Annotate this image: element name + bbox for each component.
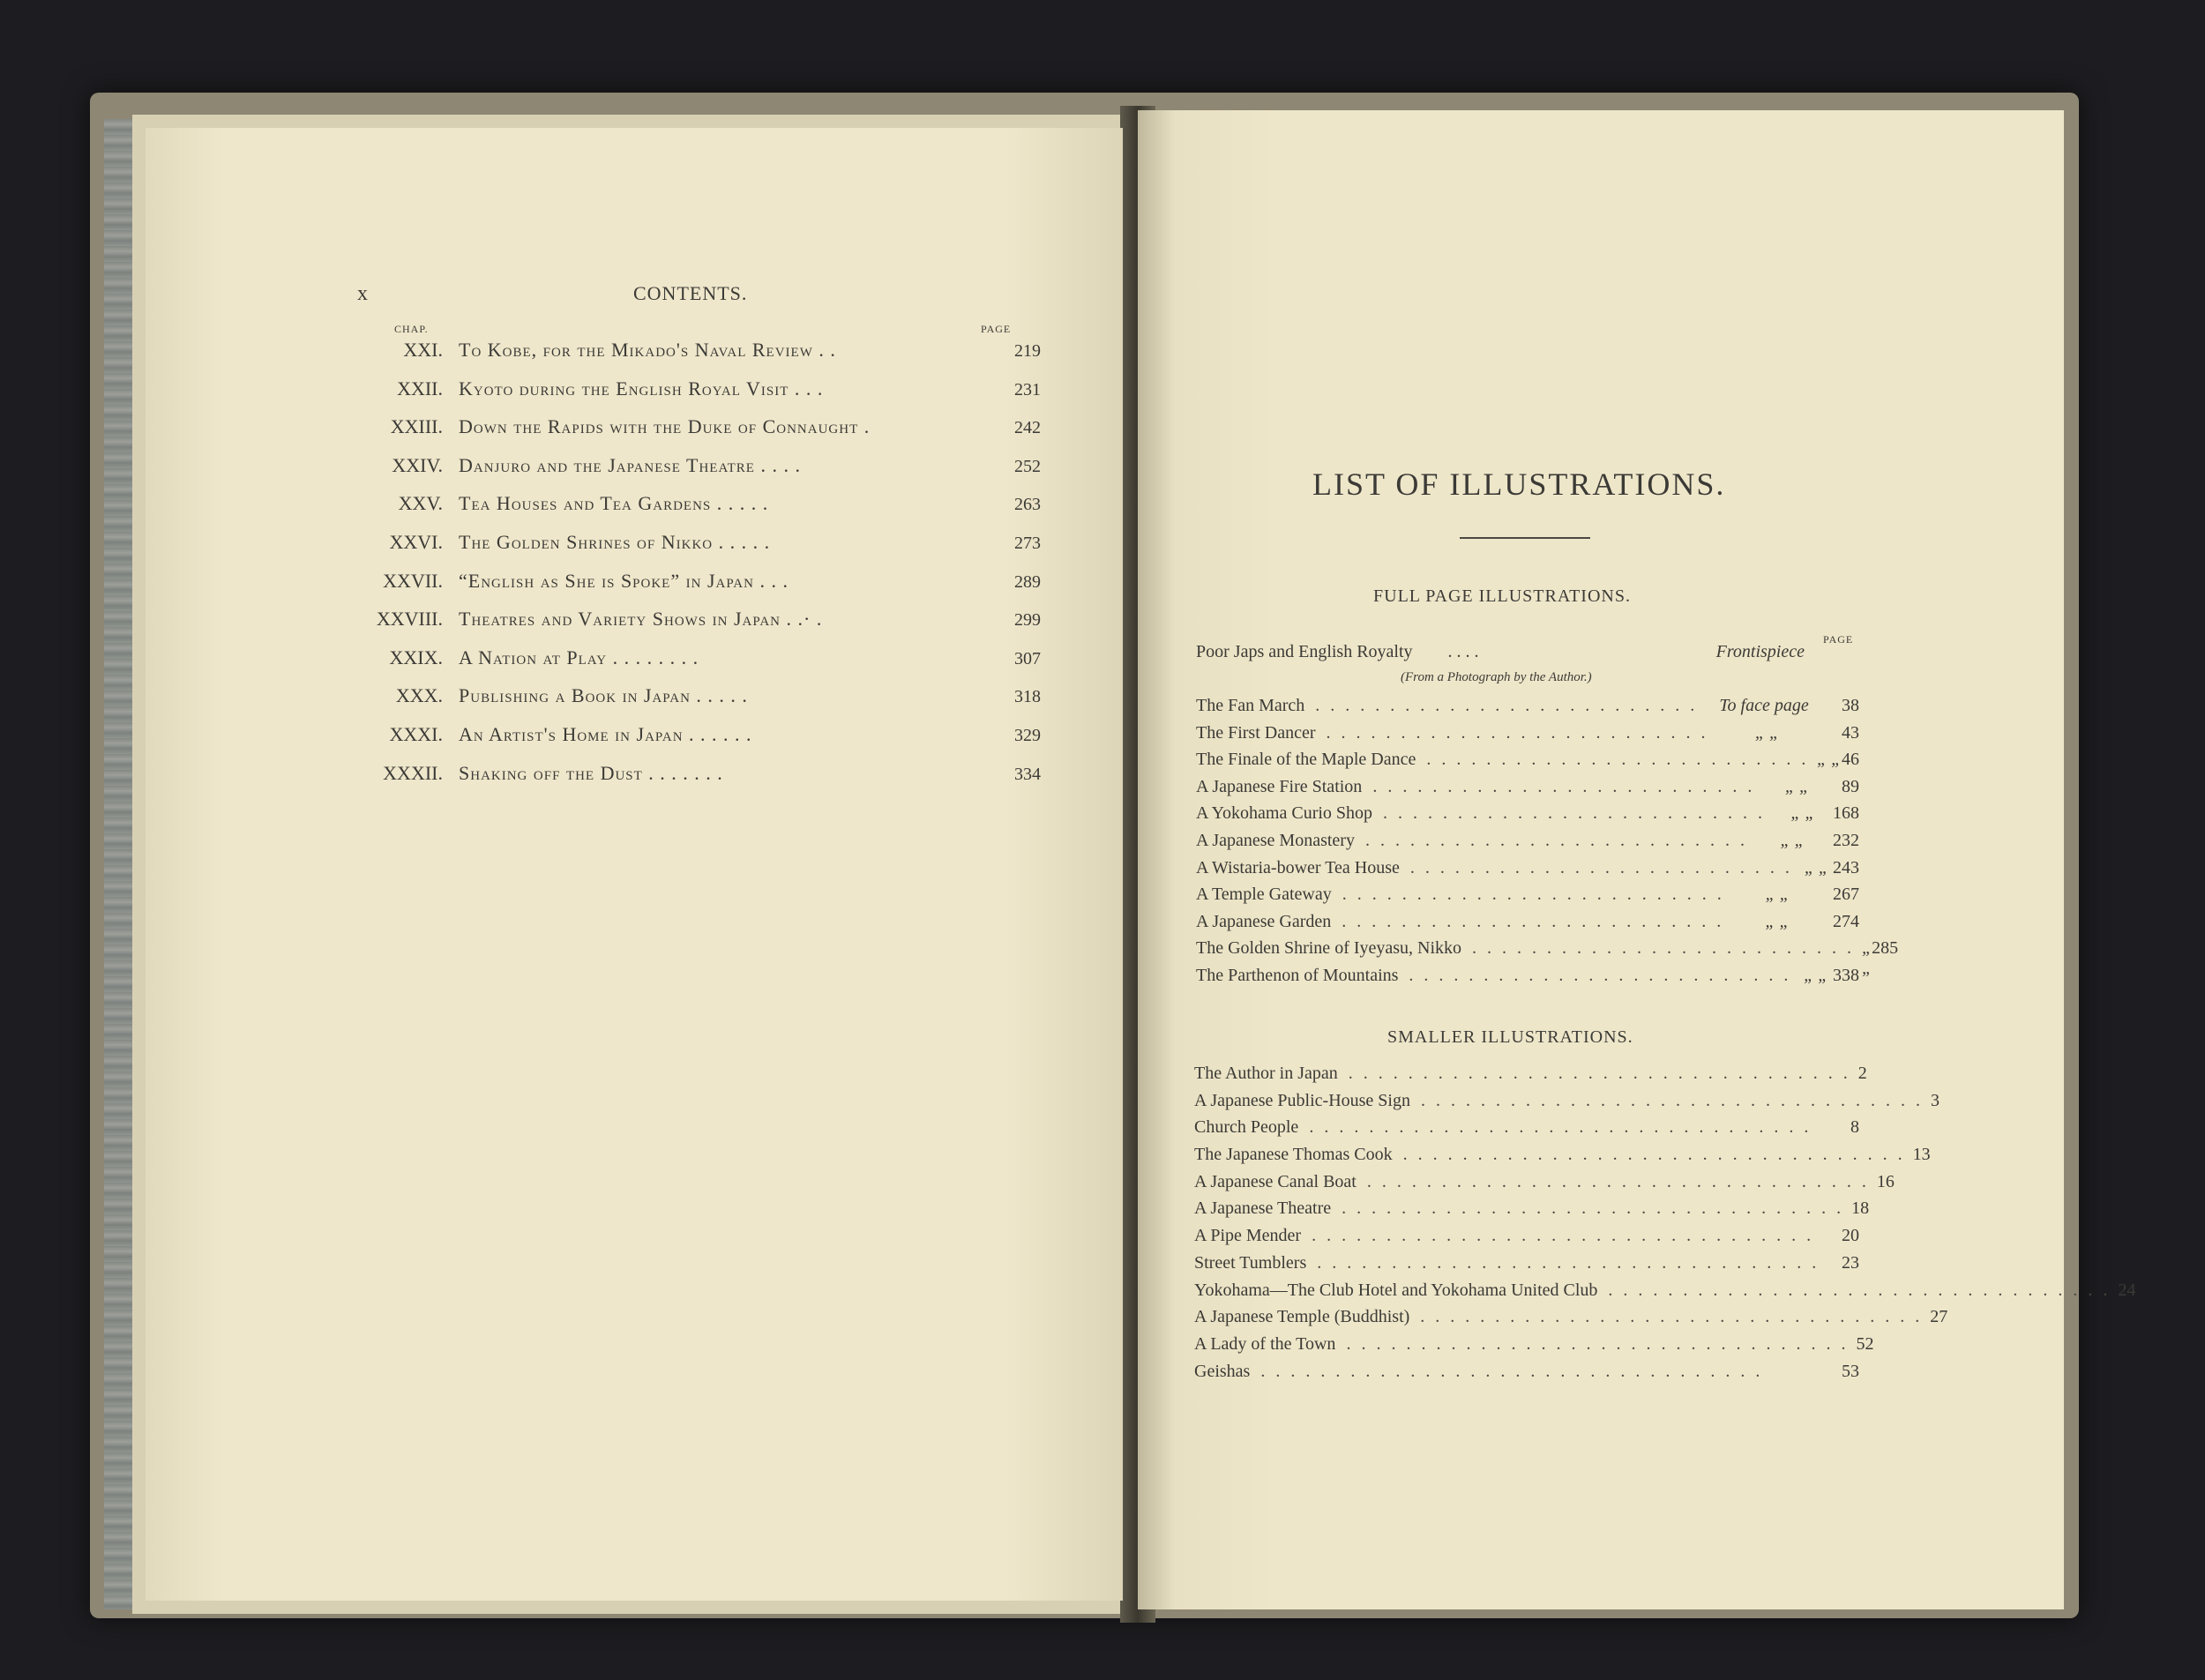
toc-row: XXVIII. Theatres and Variety Shows in Japan . .· . 299 [376, 608, 1041, 631]
list-item: A Lady of the Town .................................. 52 [1194, 1333, 1874, 1354]
toc-row: XXV. Tea Houses and Tea Gardens . . . . . 263 [398, 492, 1041, 515]
smaller-list [1194, 1064, 2136, 1388]
toc-row: XXVI. The Golden Shrines of Nikko . . . . . 273 [389, 530, 1041, 553]
list-item: Church People .................................. 8 [1194, 1117, 1859, 1138]
list-item: A Japanese Public-House Sign .................................. 3 [1194, 1090, 1940, 1110]
full-page-heading: FULL PAGE ILLUSTRATIONS. [1373, 586, 1631, 606]
title-rule [1460, 537, 1590, 539]
page-folio: x [357, 282, 369, 305]
list-item: A Pipe Mender .................................. 20 [1194, 1226, 1859, 1246]
list-item: The Author in Japan .................................. 2 [1194, 1064, 1867, 1083]
page-label: PAGE [1823, 633, 1854, 646]
list-item: A Japanese Temple (Buddhist) .................................. 27 [1194, 1307, 1948, 1327]
toc-row: XXXII. Shaking off the Dust . . . . . . . 334 [383, 761, 1041, 784]
photo-credit: (From a Photograph by the Author.) [1401, 670, 1592, 684]
list-item: The Golden Shrine of Iyeyasu, Nikko .......................... „ „ 285 [1196, 938, 1899, 979]
contents-list [353, 339, 1041, 800]
toc-row: XXXI. An Artist's Home in Japan . . . . . . 329 [389, 722, 1041, 745]
toc-row: XXX. Publishing a Book in Japan . . . . . 318 [395, 684, 1041, 707]
list-item: A Japanese Monastery .......................... „ „ 232 [1196, 830, 1859, 850]
frontispiece-row: Poor Japs and English Royalty . . . . Frontispiece [1196, 642, 1805, 661]
list-item: The Japanese Thomas Cook .................................. 13 [1194, 1145, 1931, 1165]
list-item: The First Dancer .......................... „ „ 43 [1196, 722, 1859, 743]
list-item: A Yokohama Curio Shop .......................... „ „ 168 [1196, 803, 1859, 824]
list-item: The Finale of the Maple Dance .......................... „ „ 46 [1196, 750, 1859, 770]
full-page-list [1196, 696, 1899, 993]
toc-row: XXIX. A Nation at Play . . . . . . . . 307 [389, 646, 1041, 668]
list-item: The Parthenon of Mountains .......................... „ „ 338 [1196, 965, 1859, 985]
list-item: A Japanese Canal Boat .................................. 16 [1194, 1171, 1895, 1191]
list-item: Geishas .................................. 53 [1194, 1361, 1859, 1381]
list-item: A Temple Gateway .......................... „ „ 267 [1196, 885, 1859, 905]
list-item: Yokohama—The Club Hotel and Yokohama United Club .................................. 24 [1194, 1280, 2136, 1300]
toc-row: XXIII. Down the Rapids with the Duke of Connaught . 242 [390, 415, 1041, 438]
toc-row: XXVII. “English as She is Spoke” in Japan . . . 289 [383, 569, 1041, 592]
page-label: PAGE [981, 323, 1012, 335]
toc-row: XXIV. Danjuro and the Japanese Theatre . . . . 252 [392, 453, 1041, 476]
chap-label: CHAP. [394, 323, 429, 335]
smaller-heading: SMALLER ILLUSTRATIONS. [1387, 1027, 1633, 1047]
contents-title: CONTENTS. [633, 282, 748, 304]
toc-row: XXI. To Kobe, for the Mikado's Naval Review . . 219 [403, 339, 1041, 361]
list-item: A Japanese Fire Station .......................... „ „ 89 [1196, 776, 1859, 796]
list-item: Street Tumblers .................................. 23 [1194, 1252, 1859, 1273]
illustrations-title: LIST OF ILLUSTRATIONS. [1312, 467, 1726, 502]
list-item: A Japanese Garden .......................... „ „ 274 [1196, 911, 1859, 931]
toc-row: XXII. Kyoto during the English Royal Visit . . . 231 [397, 377, 1041, 399]
list-item: A Japanese Theatre .................................. 18 [1194, 1198, 1870, 1219]
list-item: The Fan March .......................... To face page 38 [1196, 696, 1859, 715]
list-item: A Wistaria-bower Tea House .......................... „ „ 243 [1196, 857, 1859, 877]
